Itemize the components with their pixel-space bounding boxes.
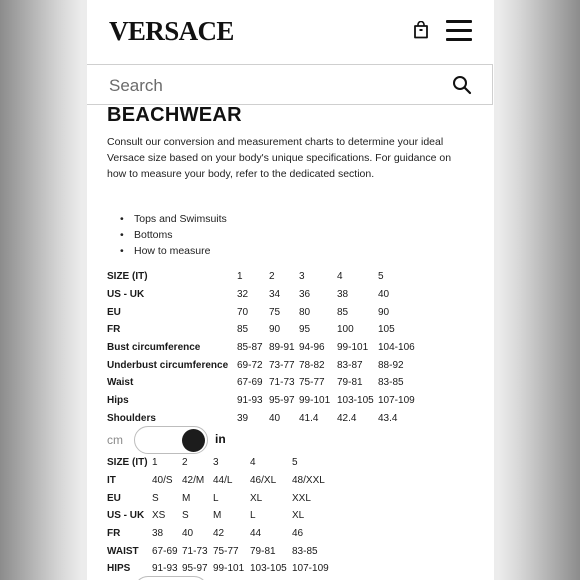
table-cell: 40	[269, 412, 281, 424]
tops-table-row	[107, 392, 418, 410]
table-cell: 42	[213, 528, 225, 540]
table-cell: 40/S	[152, 475, 173, 487]
table-cell: 44	[250, 528, 262, 540]
table-cell: 73-77	[269, 359, 295, 371]
table-cell: 75-77	[299, 377, 325, 389]
row-label: SIZE (IT)	[107, 457, 148, 469]
tops-size-table	[107, 268, 418, 427]
row-label: IT	[107, 475, 116, 487]
table-cell: 103-105	[250, 563, 287, 575]
table-cell: 48/XXL	[292, 475, 325, 487]
row-label: Bust circumference	[107, 342, 201, 354]
bottoms-table-row	[107, 489, 332, 507]
table-cell: 79-81	[250, 545, 276, 557]
unit-toggle[interactable]	[134, 426, 208, 454]
table-cell: 71-73	[182, 545, 208, 557]
bottoms-table-row	[107, 542, 332, 560]
table-cell: 44/L	[213, 475, 233, 487]
table-cell: 34	[269, 289, 281, 301]
search-input[interactable]	[107, 72, 441, 100]
table-cell: 41.4	[299, 412, 319, 424]
table-cell: 67-69	[152, 545, 178, 557]
row-label: EU	[107, 306, 121, 318]
table-cell: 85	[337, 306, 349, 318]
table-cell: 3	[213, 457, 219, 469]
table-cell: 90	[269, 324, 281, 336]
table-cell: M	[182, 492, 191, 504]
table-cell: 46/XL	[250, 475, 277, 487]
table-cell: 83-87	[337, 359, 363, 371]
bottoms-table-row	[107, 525, 332, 543]
link-how-to-measure[interactable]: • How to measure	[134, 243, 227, 259]
table-cell: 2	[182, 457, 188, 469]
table-cell: 4	[337, 271, 343, 283]
table-cell: 38	[152, 528, 164, 540]
table-cell: 100	[337, 324, 354, 336]
table-cell: 103-105	[337, 395, 374, 407]
table-cell: 91-93	[237, 395, 263, 407]
table-cell: 75	[269, 306, 281, 318]
hamburger-menu-icon[interactable]	[446, 19, 472, 41]
bottoms-table-row	[107, 454, 332, 472]
versace-logo[interactable]: VERSACE	[109, 16, 234, 46]
row-label: Waist	[107, 377, 134, 389]
table-cell: 85	[237, 324, 249, 336]
section-links	[134, 211, 227, 259]
table-cell: 107-109	[292, 563, 329, 575]
table-cell: 46	[292, 528, 304, 540]
table-cell: 42/M	[182, 475, 205, 487]
table-cell: 40	[182, 528, 194, 540]
table-cell: 75-77	[213, 545, 239, 557]
table-cell: 94-96	[299, 342, 325, 354]
table-cell: 71-73	[269, 377, 295, 389]
table-cell: L	[213, 492, 219, 504]
unit-switch	[107, 426, 307, 454]
table-cell: S	[182, 510, 189, 522]
top-bar	[87, 0, 494, 64]
table-cell: 99-101	[213, 563, 245, 575]
link-bottoms[interactable]: • Bottoms	[134, 227, 227, 243]
table-cell: 5	[378, 271, 384, 283]
row-label: FR	[107, 324, 121, 336]
tops-table-row	[107, 356, 418, 374]
table-cell: 1	[237, 271, 243, 283]
row-label: FR	[107, 528, 121, 540]
table-cell: 69-72	[237, 359, 263, 371]
table-cell: 91-93	[152, 563, 178, 575]
page-title: BEACHWEAR	[107, 104, 242, 126]
unit-in-label: in	[215, 432, 226, 446]
search-bar	[87, 64, 493, 105]
table-cell: 78-82	[299, 359, 325, 371]
row-label: SIZE (IT)	[107, 271, 148, 283]
shopping-bag-icon[interactable]	[413, 21, 429, 39]
bottoms-size-table	[107, 454, 332, 578]
table-cell: 85-87	[237, 342, 263, 354]
table-cell: 95-97	[182, 563, 208, 575]
table-cell: S	[152, 492, 159, 504]
bottoms-table-row	[107, 507, 332, 525]
link-tops-and-swimsuits[interactable]: • Tops and Swimsuits	[134, 211, 227, 227]
table-cell: XL	[292, 510, 305, 522]
table-cell: 104-106	[378, 342, 415, 354]
table-cell: 80	[299, 306, 311, 318]
tops-table-row	[107, 410, 418, 428]
tops-table-row	[107, 339, 418, 357]
table-cell: 95	[299, 324, 311, 336]
bottoms-table-row	[107, 560, 332, 578]
table-cell: 83-85	[292, 545, 318, 557]
search-icon[interactable]	[452, 75, 472, 95]
tops-table-row	[107, 321, 418, 339]
table-cell: 39	[237, 412, 249, 424]
table-cell: M	[213, 510, 222, 522]
tops-table-row	[107, 286, 418, 304]
table-cell: 32	[237, 289, 249, 301]
row-label: WAIST	[107, 545, 139, 557]
table-cell: XS	[152, 510, 166, 522]
row-label: Shoulders	[107, 412, 156, 424]
table-cell: 99-101	[299, 395, 331, 407]
table-cell: 89-91	[269, 342, 295, 354]
table-cell: 107-109	[378, 395, 415, 407]
table-cell: 99-101	[337, 342, 369, 354]
table-cell: L	[250, 510, 256, 522]
row-label: Underbust circumference	[107, 359, 229, 371]
unit-toggle-bottom[interactable]	[134, 576, 208, 580]
table-cell: 79-81	[337, 377, 363, 389]
tops-table-row	[107, 268, 418, 286]
tops-table-row	[107, 374, 418, 392]
unit-cm-label: cm	[107, 433, 123, 447]
table-cell: 2	[269, 271, 275, 283]
table-cell: 95-97	[269, 395, 295, 407]
table-cell: XXL	[292, 492, 311, 504]
tops-table-row	[107, 303, 418, 321]
table-cell: 67-69	[237, 377, 263, 389]
table-cell: 88-92	[378, 359, 404, 371]
size-guide-page	[87, 0, 494, 580]
table-cell: 38	[337, 289, 349, 301]
row-label: HIPS	[107, 563, 131, 575]
intro-text: Consult our conversion and measurement charts to determine your ideal Versace size based on your body's unique specifications. For guidance on how to measure your body, refer to the dedicated section.	[107, 136, 452, 180]
table-cell: 90	[378, 306, 390, 318]
row-label: EU	[107, 492, 121, 504]
toggle-knob	[182, 429, 205, 452]
table-cell: XL	[250, 492, 263, 504]
table-cell: 83-85	[378, 377, 404, 389]
table-cell: 3	[299, 271, 305, 283]
row-label: US - UK	[107, 289, 145, 301]
table-cell: 43.4	[378, 412, 398, 424]
bottoms-table-row	[107, 472, 332, 490]
row-label: Hips	[107, 395, 129, 407]
table-cell: 70	[237, 306, 249, 318]
table-cell: 42.4	[337, 412, 357, 424]
table-cell: 4	[250, 457, 256, 469]
table-cell: 36	[299, 289, 311, 301]
table-cell: 105	[378, 324, 395, 336]
table-cell: 1	[152, 457, 158, 469]
table-cell: 5	[292, 457, 298, 469]
row-label: US - UK	[107, 510, 145, 522]
table-cell: 40	[378, 289, 390, 301]
